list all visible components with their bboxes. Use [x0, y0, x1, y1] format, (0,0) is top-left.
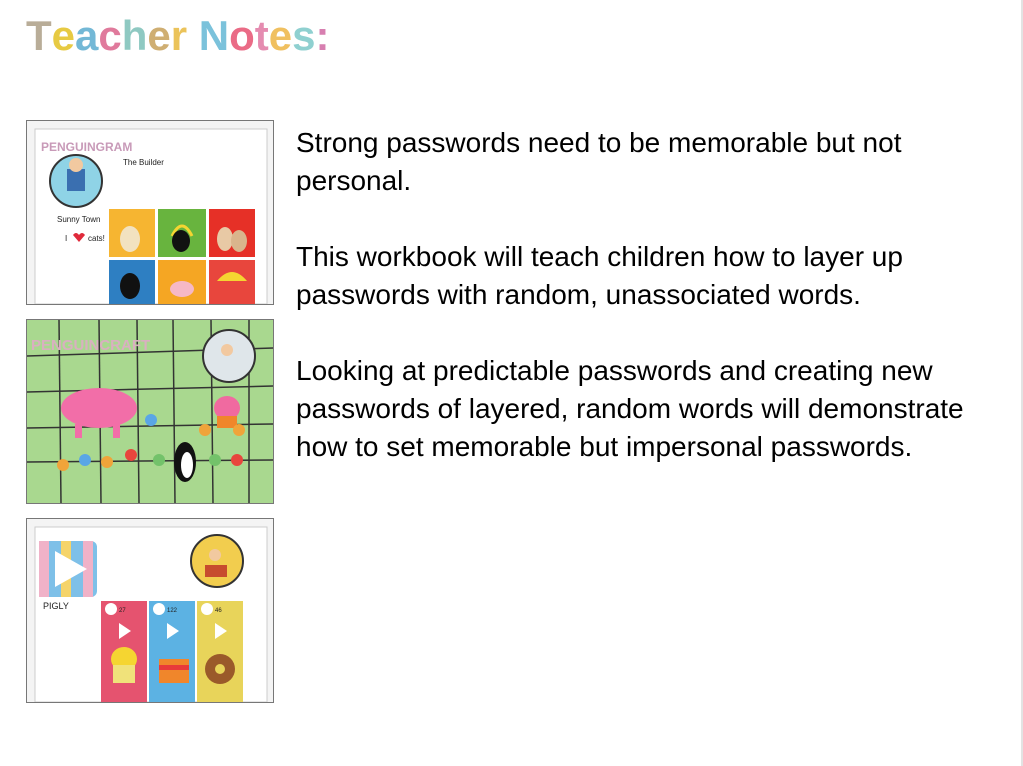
channel-avatar [191, 535, 243, 587]
photo-grid [109, 209, 255, 304]
video-card-2 [149, 601, 195, 702]
penguincraft-app-name: PENGUINCRAFT [31, 337, 151, 354]
video-count-2: 122 [167, 608, 178, 614]
cat-icon [120, 226, 140, 252]
video-count-1: 27 [119, 608, 126, 614]
profile-name: The Builder [123, 158, 164, 167]
profile-bio-prefix: I [65, 234, 68, 243]
cat-icon [217, 227, 233, 251]
penguingram-screen [27, 121, 273, 304]
star-icon [105, 603, 117, 615]
profile-location: Sunny Town [57, 215, 101, 224]
penguingram-app-name: PENGUINGRAM [41, 140, 133, 154]
profile-bio-suffix: cats! [88, 234, 105, 243]
penguincraft-thumbnail [26, 319, 274, 504]
cat-icon [120, 273, 140, 299]
person-icon [67, 169, 85, 191]
penguincraft-screen [27, 320, 273, 503]
notes-body [296, 124, 986, 504]
page-title: Teacher Notes: [26, 12, 330, 59]
video-card-3 [197, 601, 243, 702]
video-count-3: 46 [215, 608, 222, 614]
note-paragraph-3: Looking at predictable passwords and creating new passwords of layered, random words will demonstrate how to set memorable but impersonal passwords. [296, 355, 964, 462]
cat-icon [231, 230, 247, 252]
pig-icon [170, 281, 194, 297]
player-avatar [203, 330, 255, 382]
star-icon [153, 603, 165, 615]
pigly-thumbnail [26, 518, 274, 703]
cake-icon [159, 659, 189, 683]
pigly-app-name: PIGLY [43, 601, 69, 611]
note-paragraph-2: This workbook will teach children how to layer up passwords with random, unassociated words. [296, 241, 903, 310]
video-cards [101, 601, 243, 702]
penguingram-thumbnail [26, 120, 274, 305]
cat-icon [172, 230, 190, 252]
pigly-screen [27, 519, 273, 702]
star-icon [201, 603, 213, 615]
note-paragraph-1: Strong passwords need to be memorable but not personal. [296, 127, 902, 196]
pig-icon [61, 388, 137, 428]
